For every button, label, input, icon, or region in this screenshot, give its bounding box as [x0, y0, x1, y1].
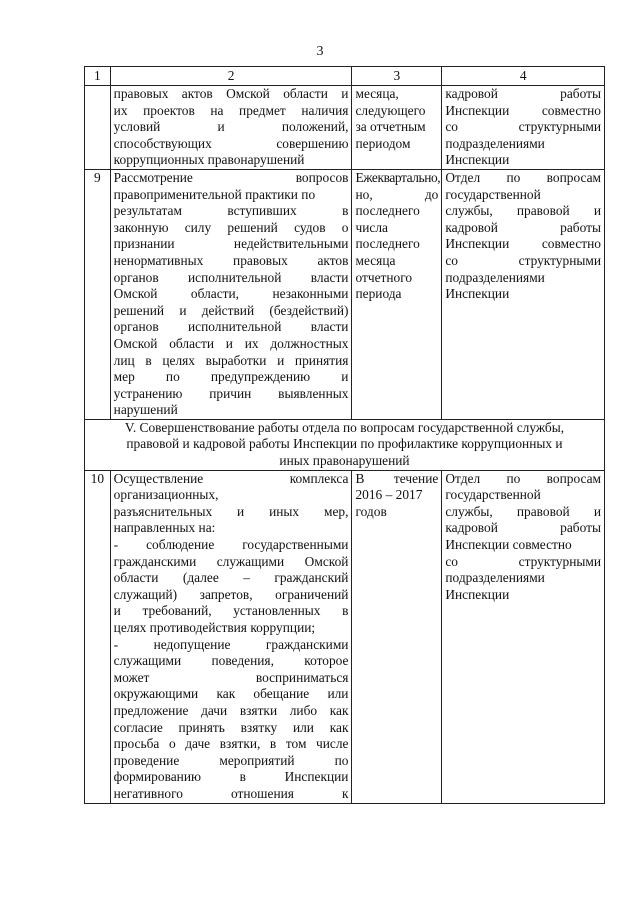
text-line: кадровой работы [445, 520, 601, 536]
text-line: периодом [355, 135, 411, 151]
text-line: служащий) запретов, ограничений [113, 586, 349, 602]
column-header-2: 2 [110, 67, 352, 86]
section-heading-line: правовой и кадровой работы Инспекции по профилактике коррупционных и [126, 436, 563, 452]
text-line: государственной [445, 487, 541, 503]
text-line: окружающими как обещание или [113, 686, 349, 702]
table-header-row [85, 67, 605, 86]
text-line: может восприниматься [113, 669, 349, 685]
text-line: законную силу решений судов о [113, 219, 349, 235]
text-line: подразделениями [445, 570, 545, 586]
text-line: периода [355, 286, 402, 302]
action-description [110, 169, 352, 419]
text-line: предложение дачи взятки либо как [113, 702, 349, 718]
text-line: отчетного [355, 269, 413, 285]
text-line: кадровой работы [445, 219, 601, 235]
text-line: В течение [355, 470, 439, 486]
section-heading [85, 419, 605, 470]
column-header-1: 1 [85, 67, 111, 86]
text-line: - недопущение гражданскими [113, 636, 349, 652]
text-line: годов [355, 503, 387, 519]
text-line: согласие принять взятку или как [113, 719, 349, 735]
text-line: со структурными [445, 119, 601, 135]
text-line: правоприменительной практики по [113, 186, 316, 202]
text-line: Отдел по вопросам [445, 470, 601, 486]
table-row-9 [85, 169, 605, 419]
text-line: служащими поведения, которое [113, 653, 349, 669]
column-header-4: 4 [442, 67, 605, 86]
row-number: 9 [85, 169, 111, 419]
text-line: Инспекции совместно [445, 102, 601, 118]
text-line: просьба о даче взятки, в том числе [113, 736, 349, 752]
text-line: 2016 – 2017 [355, 487, 423, 503]
text-line: направленных на: [113, 520, 216, 536]
text-line: результатам вступивших в [113, 203, 349, 219]
deadline [352, 86, 442, 170]
responsible [442, 169, 605, 419]
text-line: проведение мероприятий по [113, 752, 349, 768]
text-line: службы, правовой и [445, 203, 601, 219]
deadline [352, 470, 442, 803]
section-heading-line: V. Совершенствование работы отдела по вопросам государственной службы, [124, 419, 565, 435]
text-line: ненормативных правовых актов [113, 252, 349, 268]
action-description [110, 86, 352, 170]
text-line: органов исполнительной власти [113, 269, 349, 285]
text-line: и требований, установленных в [113, 603, 349, 619]
text-line: месяца, [355, 86, 399, 101]
text-line: коррупционных правонарушений [113, 152, 305, 168]
text-line: - соблюдение государственными [113, 537, 349, 553]
text-line: негативного отношения к [113, 785, 349, 801]
text-line: решений и действий (бездействий) [113, 302, 349, 318]
text-line: Осуществление комплекса [113, 470, 349, 486]
text-line: условий и положений, [113, 119, 349, 135]
row-number: 10 [85, 470, 111, 803]
text-line: лиц в целях выработки и принятия [113, 352, 349, 368]
table-row-10 [85, 470, 605, 803]
section-heading-line: иных правонарушений [279, 453, 410, 469]
text-line: со структурными [445, 252, 601, 268]
text-line: со структурными [445, 553, 601, 569]
text-line: Омской области, незаконными [113, 286, 349, 302]
text-line: государственной [445, 186, 541, 202]
row-number [85, 86, 111, 170]
text-line: Инспекции [445, 286, 510, 302]
action-description [110, 470, 352, 803]
text-line: службы, правовой и [445, 503, 601, 519]
text-line: органов исполнительной власти [113, 319, 349, 335]
text-line: Инспекции совместно [445, 537, 572, 553]
text-line: последнего [355, 236, 420, 252]
text-line: Отдел по вопросам [445, 169, 601, 185]
text-line: устранению причин выявленных [113, 385, 349, 401]
text-line: Инспекции совместно [445, 236, 601, 252]
activity-plan-table [84, 66, 605, 804]
text-line: за отчетным [355, 119, 426, 135]
text-line: подразделениями [445, 269, 545, 285]
text-line: Омской области и их должностных [113, 335, 349, 351]
section-heading-row [85, 419, 605, 470]
text-line: организационных, [113, 487, 219, 503]
text-line: следующего [355, 102, 426, 118]
text-line: нарушений [113, 402, 178, 418]
text-line: области (далее – гражданский [113, 570, 349, 586]
text-line: месяца [355, 252, 396, 268]
column-header-3: 3 [352, 67, 442, 86]
text-line: мер по предупреждению и [113, 369, 349, 385]
text-line: Ежеквартально, [355, 169, 441, 185]
text-line: гражданскими служащими Омской [113, 553, 349, 569]
table-row-continuation [85, 86, 605, 170]
responsible [442, 86, 605, 170]
text-line: подразделениями [445, 135, 545, 151]
page-number: 3 [316, 44, 324, 59]
text-line: но, до [355, 186, 439, 202]
text-line: разъяснительных и иных мер, [113, 503, 349, 519]
text-line: Рассмотрение вопросов [113, 169, 349, 185]
deadline [352, 169, 442, 419]
text-line: числа [355, 219, 388, 235]
text-line: Инспекции [445, 152, 510, 168]
text-line: Инспекции [445, 586, 510, 602]
text-line: кадровой работы [445, 86, 601, 101]
text-line: правовых актов Омской области и [113, 86, 349, 101]
text-line: целях противодействия коррупции; [113, 620, 316, 635]
responsible [442, 470, 605, 803]
text-line: способствующих совершению [113, 135, 349, 151]
text-line: признании недействительными [113, 236, 349, 252]
text-line: их проектов на предмет наличия [113, 102, 349, 118]
text-line: последнего [355, 203, 420, 219]
text-line: формированию в Инспекции [113, 769, 349, 785]
